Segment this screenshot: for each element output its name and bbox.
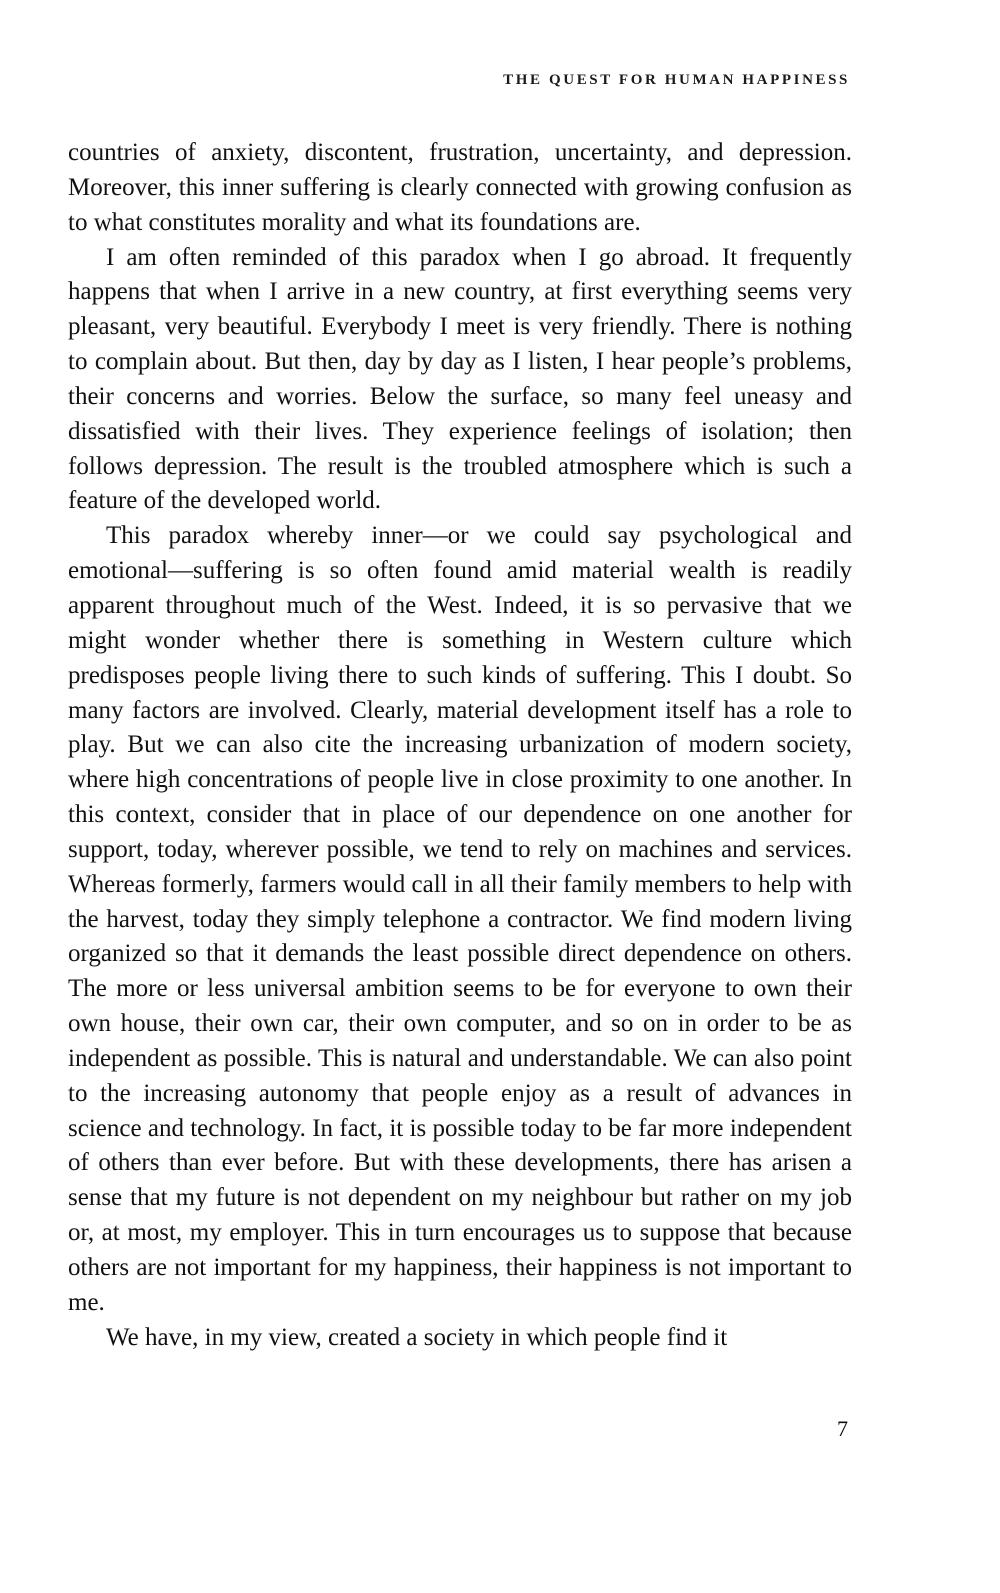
page-number: 7: [837, 1416, 848, 1441]
paragraph: This paradox whereby inner—or we could say psychological and emotional—suffering is so often found amid material wealth is readily apparent throughout much of the West. Indeed, it is so pervasive that we might wonder whether there is something in Western culture which predisposes people living there to such kinds of suffering. This I doubt. So many factors are involved. Clearly, material development itself has a role to play. But we can also cite the increasing urbanization of modern society, where high concentrations of people live in close proximity to one another. In this context, consider that in place of our dependence on one another for support, today, wherever possible, we tend to rely on machines and services. Whereas formerly, farmers would call in all their family members to help with the harvest, today they simply telephone a contractor. We find modern living organized so that it demands the least possible direct dependence on others. The more or less universal ambition seems to be for everyone to own their own house, their own car, their own computer, and so on in order to be as independent as possible. This is natural and understandable. We can also point to the increasing autonomy that people enjoy as a result of advances in science and technology. In fact, it is possible today to be far more independent of others than ever before. But with these developments, there has arisen a sense that my future is not dependent on my neighbour but rather on my job or, at most, my employer. This in turn encourages us to suppose that because others are not important for my happiness, their happiness is not important to me.: [68, 522, 852, 1316]
paragraph: We have, in my view, created a society in which people find it: [106, 1323, 728, 1351]
paragraph-continuation: countries of anxiety, discontent, frustration, uncertainty, and depression. Moreover, this inner suffering is clearly connected with growing confusion as to what constitutes morality and what its foundations are.: [68, 139, 852, 236]
running-header: THE QUEST FOR HUMAN HAPPINESS: [503, 72, 850, 88]
paragraph: I am often reminded of this paradox when I go abroad. It frequently happens that when I arrive in a new country, at first everything seems very pleasant, very beautiful. Everybody I meet is very friendly. There is nothing to complain about. But then, day by day as I listen, I hear people’s problems, their concerns and worries. Below the surface, so many feel uneasy and dissatisfied with their lives. They experience feelings of isolation; then follows depression. The result is the troubled atmosphere which is such a feature of the developed world.: [68, 243, 852, 515]
body-text: [68, 136, 852, 1356]
